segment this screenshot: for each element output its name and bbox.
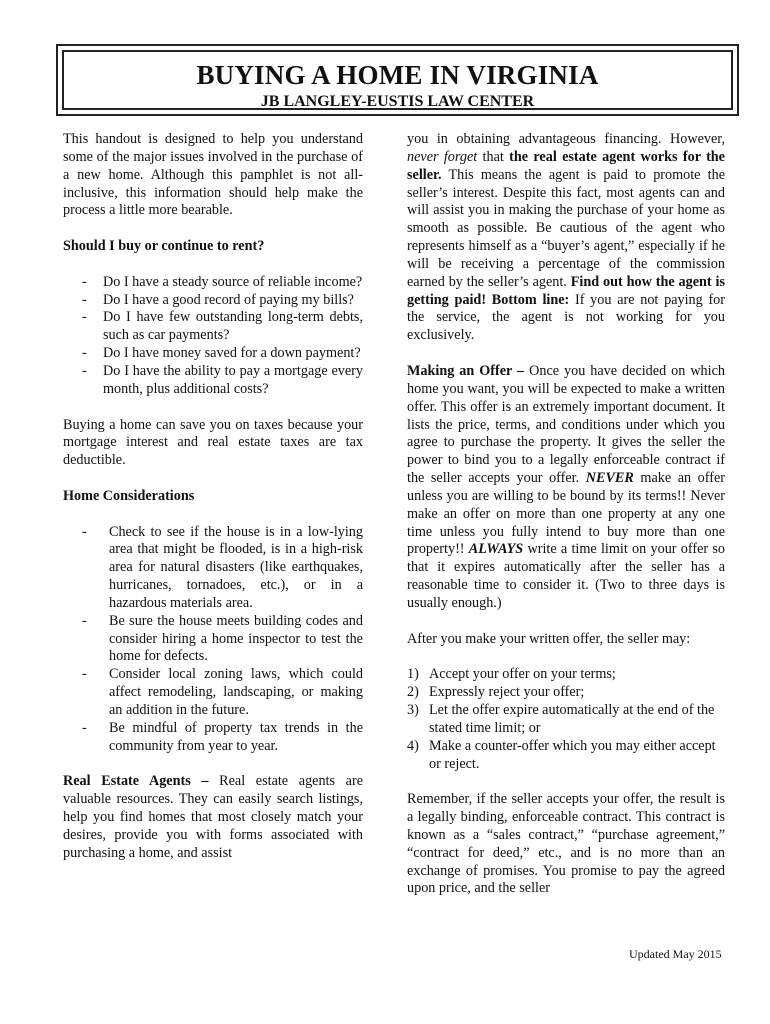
offer-paragraph: Making an Offer – Once you have decided on which home you want, you will be expected to make a written offer. This offer is an extremely important document. It lists the price, terms, and conditions under which you agree to purchase the property. It gives the seller the power to bind you to a legally enforceable contract if the seller accepts your offer. NEVER make an offer unless you are willing to be bound by its terms!! Never make an offer on more than one property at any one time unless you fully intend to buy more than one property!! ALWAYS write a time limit on your offer so that it expires automatically after the seller has a reasonable time to consider it. (Two to three days is usually enough.) [407, 362, 725, 611]
header-box [56, 44, 739, 116]
list-item: 2) Expressly reject your offer; [407, 684, 585, 701]
seller-options-list [407, 666, 725, 773]
agents-heading: Real Estate Agents – [63, 773, 209, 790]
header-inner-border [62, 50, 733, 110]
list-item: - Do I have a good record of paying my bills? [82, 291, 354, 308]
list-item: - Consider local zoning laws, which could affect remodeling, landscaping, or making an addition in the future. [82, 666, 363, 718]
offer-heading: Making an Offer – [407, 362, 525, 379]
remember-paragraph: Remember, if the seller accepts your offer, the result is a legally binding, enforceable contract. This contract is known as a “sales contract,” “purchase agreement,” “contract for deed,” etc., and is no more than an exchange of promises. You promise to pay the agreed upon price, and the seller [407, 791, 725, 897]
agents-continued-paragraph: you in obtaining advantageous financing. However, never forget that the real estate agent works for the seller. This means the agent is paid to promote the seller’s interest. Despite this fact, most agents can and will assist you in making the purchase of your home as smooth as possible. Be cautious of the agent who represents himself as a “buyer’s agent,” especially if he will be receiving a percentage of the commission earned by the seller’s agent. Find out how the agent is getting paid! Bottom line: If you are not paying for the service, the agent is not working for you exclusively. [407, 131, 726, 344]
list-item: - Do I have the ability to pay a mortgage every month, plus additional costs? [82, 362, 363, 397]
intro-paragraph: This handout is designed to help you understand some of the major issues involved in the purchase of a new home. Although this pamphlet is not all-inclusive, this information should help make the process a little more bearable. [63, 131, 363, 219]
after-offer-text: After you make your written offer, the seller may: [407, 630, 691, 647]
list-item: 1) Accept your offer on your terms; [407, 666, 616, 683]
list-item: - Do I have a steady source of reliable income? [82, 273, 363, 290]
list-item: 4) Make a counter-offer which you may either accept or reject. [407, 737, 716, 772]
list-item: - Do I have money saved for a down payment? [82, 345, 361, 362]
rent-list [63, 274, 363, 399]
left-column [63, 131, 363, 863]
taxes-paragraph: Buying a home can save you on taxes because your mortgage interest and real estate taxes are tax deductible. [63, 416, 363, 469]
home-list [63, 524, 363, 756]
home-heading: Home Considerations [63, 487, 195, 504]
agents-paragraph: Real Estate Agents – Real estate agents are valuable resources. They can easily search listings, help you find homes that most closely match your desires, provide you with forms associated with purchasing a home, and assist [63, 773, 363, 861]
list-item: 3) Let the offer expire automatically at the end of the stated time limit; or [407, 702, 715, 736]
right-column [407, 131, 725, 898]
rent-heading: Should I buy or continue to rent? [63, 238, 265, 255]
page-title: BUYING A HOME IN VIRGINIA [196, 60, 599, 90]
page-subtitle: JB LANGLEY-EUSTIS LAW CENTER [260, 93, 535, 110]
list-item: - Check to see if the house is in a low-lying area that might be flooded, is in a high-risk area for natural disasters (like earthquakes, hurricanes, tornadoes, etc.), or in a hazardous materials area. [82, 523, 363, 611]
list-item: - Do I have few outstanding long-term debts, such as car payments? [82, 309, 363, 344]
list-item: - Be mindful of property tax trends in the community from year to year. [82, 719, 363, 754]
list-item: - Be sure the house meets building codes and consider hiring a home inspector to test the home for defects. [82, 612, 363, 665]
updated-date: Updated May 2015 [629, 947, 722, 961]
